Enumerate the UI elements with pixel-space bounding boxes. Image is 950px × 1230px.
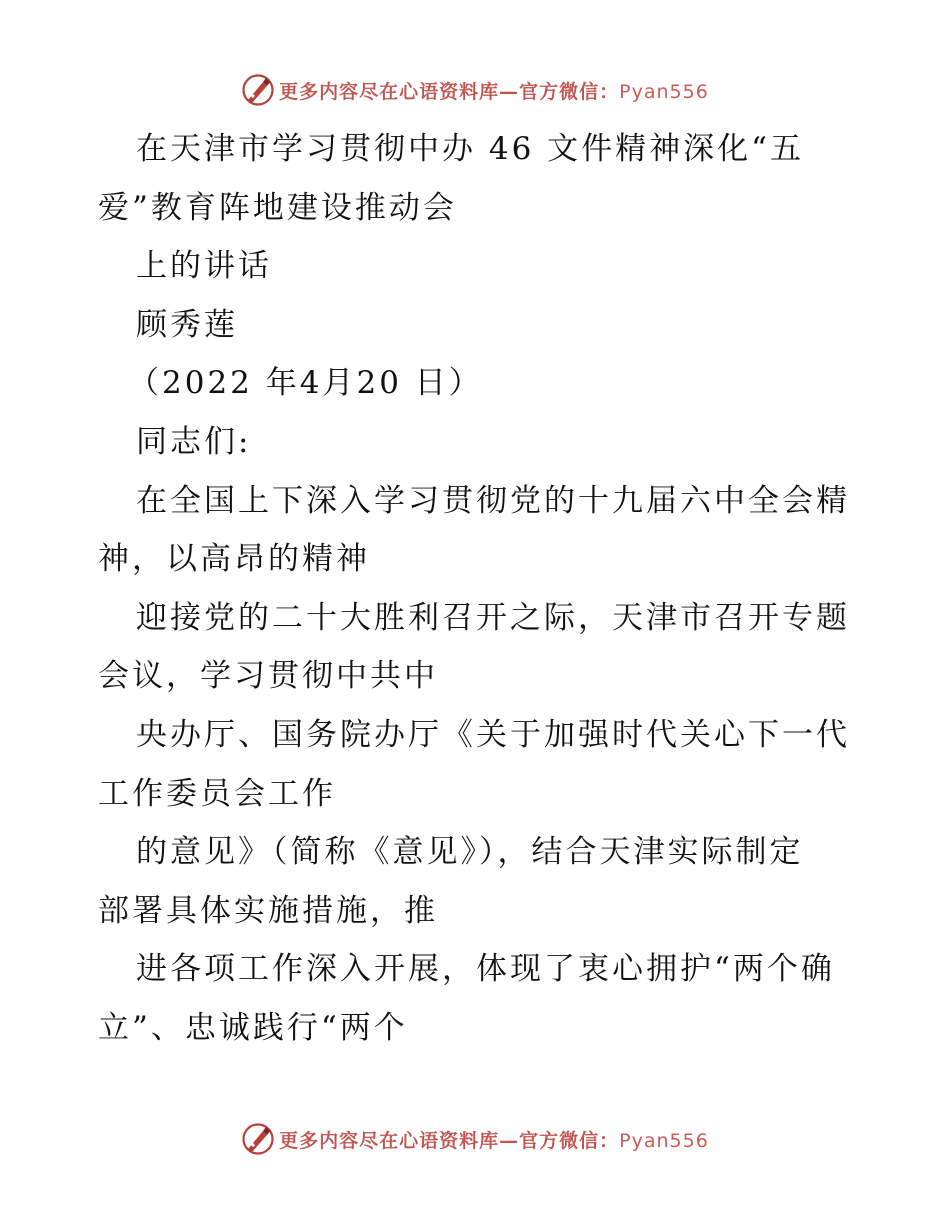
salutation: 同志们:	[136, 423, 252, 460]
wechat-id: Pyan556	[619, 80, 709, 103]
paragraph-line: 立”、忠诚践行“两个	[98, 1009, 408, 1046]
pen-logo-icon	[241, 73, 275, 107]
paragraph-line: 迎接党的二十大胜利召开之际，天津市召开专题	[136, 599, 850, 636]
paragraph-line: 部署具体实施措施，推	[98, 892, 438, 929]
footer-watermark-banner	[0, 1117, 950, 1161]
paragraph-line: 会议，学习贯彻中共中	[98, 658, 438, 695]
watermark-text: 更多内容尽在心语资料库—官方微信：Pyan556	[279, 1129, 709, 1152]
header-watermark-banner	[0, 68, 950, 112]
paragraph-line: 在全国上下深入学习贯彻党的十九届六中全会精	[136, 482, 850, 519]
title-line: 在天津市学习贯彻中办 46 文件精神深化“五	[136, 131, 805, 167]
author-name: 顾秀莲	[136, 306, 238, 343]
document-body	[98, 120, 868, 1058]
paragraph-line: 神，以高昂的精神	[98, 541, 370, 578]
paragraph-line: 的意见》（简称《意见》），结合天津实际制定	[136, 834, 804, 871]
watermark-text: 更多内容尽在心语资料库—官方微信：Pyan556	[279, 80, 709, 103]
speech-date: （2022 年4月20 日）	[128, 365, 483, 402]
title-line: 上的讲话	[136, 248, 272, 285]
title-line: 爱”教育阵地建设推动会	[98, 189, 457, 226]
paragraph-line: 工作委员会工作	[98, 775, 336, 812]
wechat-id: Pyan556	[619, 1129, 709, 1152]
paragraph-line: 央办厅、国务院办厅《关于加强时代关心下一代	[136, 716, 850, 753]
paragraph-line: 进各项工作深入开展，体现了衷心拥护“两个确	[136, 951, 835, 988]
pen-logo-icon	[241, 1122, 275, 1156]
